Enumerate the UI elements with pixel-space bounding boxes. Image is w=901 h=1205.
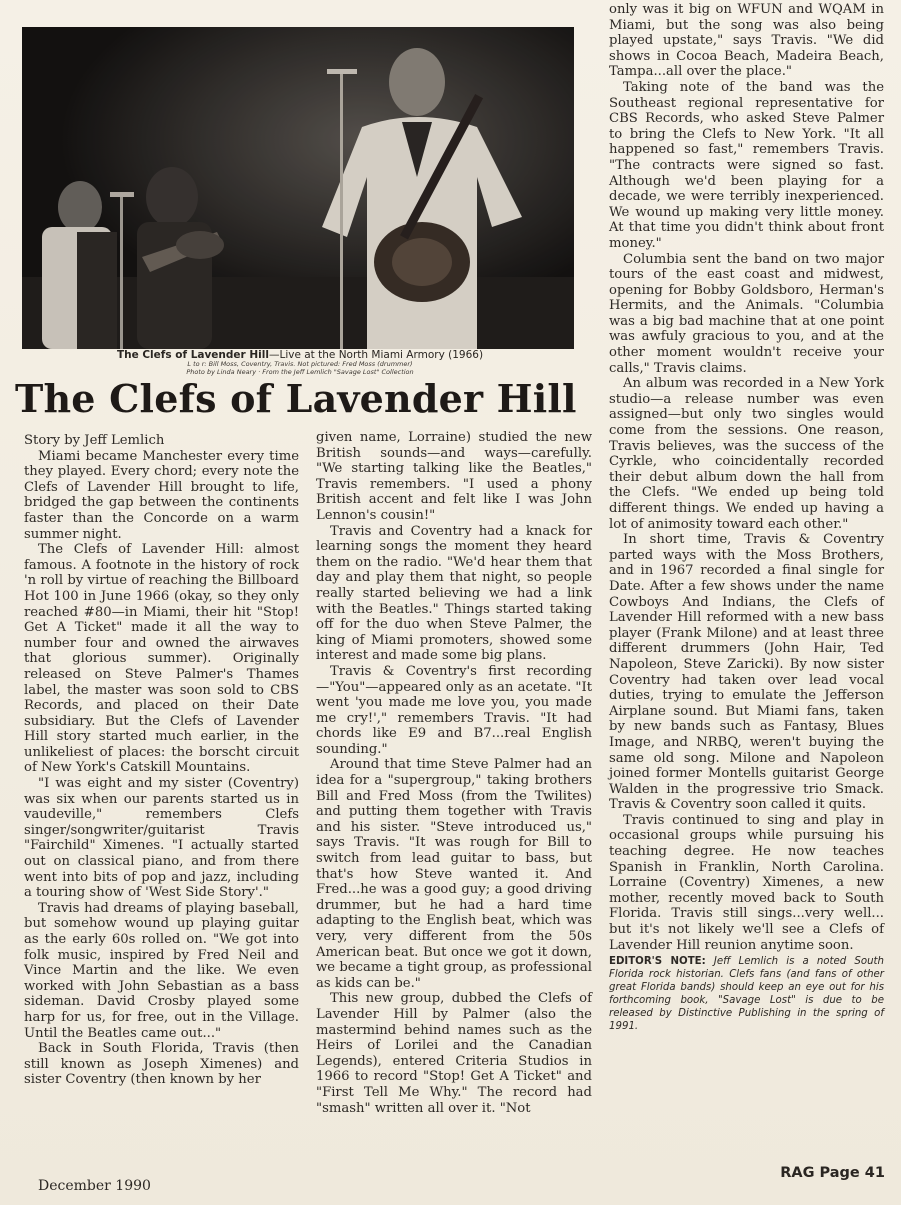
paragraph: given name, Lorraine) studied the new British sounds—and ways—carefully. "We starting talking like the Beatles," Travis remembers. "I used a phony British accent and felt like I was John Lennon's cousin!" [316,430,592,523]
editors-note [609,955,884,1033]
paragraph: An album was recorded in a New York studio—a release number was even assigned—but only two singles would come from the sessions. One reason, Travis believes, was the success of the Cyrkle, who coincidentally recorded their debut album down the hall from the Clefs. "We ended up being told different things. We ended up having a lot of animosity toward each other." [609,376,884,532]
paragraph: Travis had dreams of playing baseball, but somehow wound up playing guitar as the early 60s rolled on. "We got into folk music, inspired by Fred Neil and Vince Martin and the like. We even worked with John Sebastian as a bass sideman. David Crosby played some harp for us, for free, out in the Village. Until the Beatles came out..." [24,900,299,1041]
caption-title: The Clefs of Lavender Hill [116,349,269,361]
paragraph: "I was eight and my sister (Coventry) was six when our parents started us in vaudeville," remembers Clefs singer/songwriter/guitarist Travis "Fairchild" Ximenes. "I actually started out on classical piano, and from there went into bits of pop and jazz, including a touring show of 'West Side Story'." [24,776,299,901]
band-photo-image [22,27,574,349]
paragraph: Back in South Florida, Travis (then still known as Joseph Ximenes) and sister Coventry (then known by her [24,1041,299,1088]
issue-date: December 1990 [38,1178,151,1194]
paragraph: Travis & Coventry's first recording—"You"—appeared only as an acetate. "It went 'you made me love you, you made me cry!'," remembers Travis. "It had chords like E9 and B7...real English sounding." [316,663,592,757]
article-column-1 [24,433,299,1088]
paragraph: In short time, Travis & Coventry parted ways with the Moss Brothers, and in 1967 recorded a final single for Date. After a few shows under the name Cowboys And Indians, the Clefs of Lavender Hill reformed with a new bass player (Frank Milone) and at least three different drummers (John Hair, Ted Napoleon, Steve Zaricki). By now sister Coventry had taken over lead vocal duties, trying to emulate the Jefferson Airplane sound. But Miami fans, taken by new bands such as Fantasy, Blues Image, and NRBQ, weren't buying the same old song. Milone and Napoleon joined former Montells guitarist George Walden in the progressive trio Smack. Travis & Coventry soon called it quits. [609,532,884,813]
caption-credit-line-1: L to r: Bill Moss, Coventry, Travis. Not pictured: Fred Moss (drummer) [187,360,413,369]
paragraph: This new group, dubbed the Clefs of Lavender Hill by Palmer (also the mastermind behind names such as the Heirs of Lorilei and the Canadian Legends), entered Criteria Studios in 1966 to record "Stop! Get A Ticket" and "First Tell Me Why." The record had "smash" written all over it. "Not [316,991,592,1116]
editors-note-text: Jeff Lemlich is a noted South Florida rock historian. Clefs fans (and fans of other great Florida bands) should keep an eye out for his forthcoming book, "Savage Lost" is due to be released by Distinctive Publishing in the spring of 1991. [609,956,884,1033]
paragraph: Columbia sent the band on two major tours of the east coast and midwest, opening for Bobby Goldsboro, Herman's Hermits, and the Animals. "Columbia was a big bad machine that at one point was awfuly gracious to you, and at the other moment wouldn't receive your calls," Travis claims. [609,251,884,376]
article-headline: The Clefs of Lavender Hill [15,376,577,421]
caption-rest: —Live at the North Miami Armory (1966) [268,349,484,361]
paragraph: Travis continued to sing and play in occasional groups while pursuing his teaching degree. He now teaches Spanish in Franklin, North Carolina. Lorraine (Coventry) Ximenes, a new mother, recently moved back to South Florida. Travis still sings...very well... but it's not likely we'll see a Clefs of Lavender Hill reunion anytime soon. [609,812,884,953]
photo-caption [60,349,540,376]
paragraph: only was it big on WFUN and WQAM in Miami, but the song was also being played upstate," says Travis. "We did shows in Cocoa Beach, Madeira Beach, Tampa...all over the place." [609,2,884,80]
band-photo [22,27,574,349]
editors-note-label: EDITOR'S NOTE: [609,956,706,968]
paragraph: Travis and Coventry had a knack for learning songs the moment they heard them on the radio. "We'd hear them that day and play them that night, so people really started believing we had a link with the Beatles." Things started taking off for the duo when Steve Palmer, the king of Miami promoters, showed some interest and made some big plans. [316,523,592,664]
paragraph: Miami became Manchester every time they played. Every chord; every note the Clefs of Lavender Hill brought to life, bridged the gap between the continents faster than the Concorde on a warm summer night. [24,448,299,542]
paragraph: Taking note of the band was the Southeast regional representative for CBS Records, who asked Steve Palmer to bring the Clefs to New York. "It all happened so fast," remembers Travis. "The contracts were signed so fast. Although we'd been playing for a decade, we were terribly inexperienced. We wound up making very little money. At that time you didn't think about front money." [609,79,884,251]
article-column-2 [316,430,592,1116]
paragraph: The Clefs of Lavender Hill: almost famous. A footnote in the history of rock 'n roll by virtue of reaching the Billboard Hot 100 in June 1966 (okay, so they only reached #80—in Miami, their hit "Stop! Get A Ticket" made it all the way to number four and owned the airwaves that glorious summer). Originally released on Steve Palmer's Thames label, the master was soon sold to CBS Records, and placed on their Date subsidiary. But the Clefs of Lavender Hill story started much earlier, in the unlikeliest of places: the borscht circuit of New York's Catskill Mountains. [24,542,299,776]
byline: Story by Jeff Lemlich [24,433,165,448]
paragraph: Around that time Steve Palmer had an idea for a "supergroup," taking brothers Bill and Fred Moss (from the Twilites) and putting them together with Travis and his sister. "Steve introduced us," says Travis. "It was rough for Bill to switch from lead guitar to bass, but that's how Steve wanted it. And Fred...he was a good guy; a good driving drummer, but he had a hard time adapting to the English beat, which was very, very different from the 50s American beat. But once we got it down, we became a tight group, as professional as kids can be." [316,757,592,991]
caption-credit-line-2: Photo by Linda Neary · From the Jeff Lemlich "Savage Lost" Collection [186,367,414,376]
article-column-3 [609,2,884,1033]
page-number: RAG Page 41 [780,1165,885,1181]
